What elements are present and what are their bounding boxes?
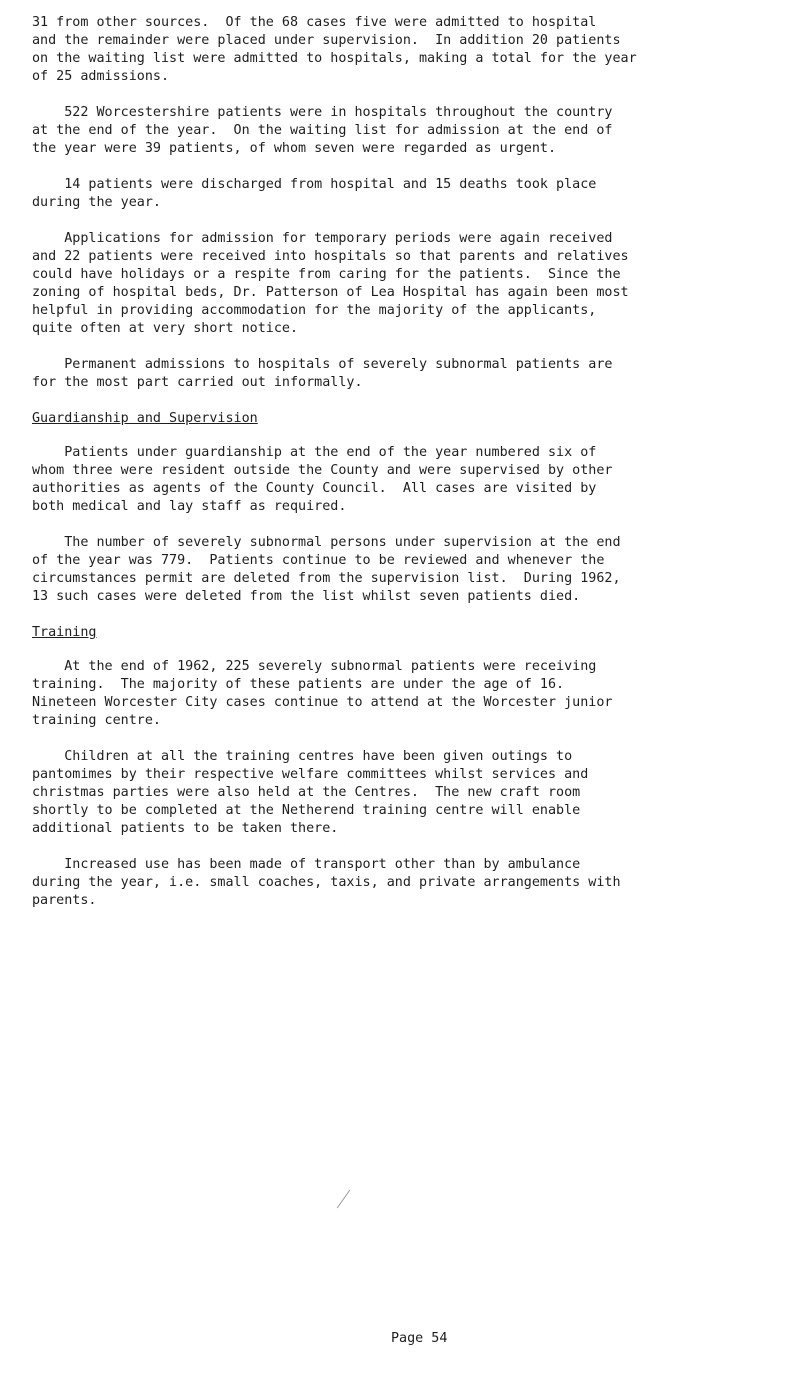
stray-pencil-mark xyxy=(337,1190,350,1209)
paragraph-waiting-list: 522 Worcestershire patients were in hospitals throughout the country at the end of the year. On the waiting list for admission at the end of the year were 39 patients, of whom seven were regarded as urgent. xyxy=(32,105,613,156)
section-heading-training: Training xyxy=(32,625,97,640)
paragraph-outings: Children at all the training centres have been given outings to pantomimes by their respective welfare committees whilst services and christmas parties were also held at the Centres. The new craft room shortly to be completed at the Netherend training centre will enable additional patients to be taken there. xyxy=(32,749,589,836)
document-page xyxy=(32,14,792,928)
section-heading-guardianship: Guardianship and Supervision xyxy=(32,411,258,426)
paragraph-temporary-admissions: Applications for admission for temporary periods were again received and 22 patients were received into hospitals so that parents and relatives could have holidays or a respite from caring for the patients. Since the zoning of hospital beds, Dr. Patterson of Lea Hospital has again been most helpful in providing accommodation for the majority of the applicants, quite often at very short notice. xyxy=(32,231,629,336)
page-number: Page 54 xyxy=(391,1331,448,1346)
paragraph-transport: Increased use has been made of transport other than by ambulance during the year, i.e. small coaches, taxis, and private arrangements with parents. xyxy=(32,857,621,908)
paragraph-guardianship: Patients under guardianship at the end of the year numbered six of whom three were resident outside the County and were supervised by other authorities as agents of the County Council. All cases are visited by both medical and lay staff as required. xyxy=(32,445,613,514)
paragraph-admissions: 31 from other sources. Of the 68 cases five were admitted to hospital and the remainder were placed under supervision. In addition 20 patients on the waiting list were admitted to hospitals, making a total for the year of 25 admissions. xyxy=(32,15,637,84)
paragraph-discharges: 14 patients were discharged from hospital and 15 deaths took place during the year. xyxy=(32,177,597,210)
paragraph-supervision: The number of severely subnormal persons under supervision at the end of the year was 779. Patients continue to be reviewed and whenever the circumstances permit are deleted from the supervision list. During 1962, 13 such cases were deleted from the list whilst seven patients died. xyxy=(32,535,621,604)
paragraph-permanent-admissions: Permanent admissions to hospitals of severely subnormal patients are for the most part carried out informally. xyxy=(32,357,613,390)
paragraph-training: At the end of 1962, 225 severely subnormal patients were receiving training. The majority of these patients are under the age of 16. Nineteen Worcester City cases continue to attend at the Worcester junior training centre. xyxy=(32,659,613,728)
